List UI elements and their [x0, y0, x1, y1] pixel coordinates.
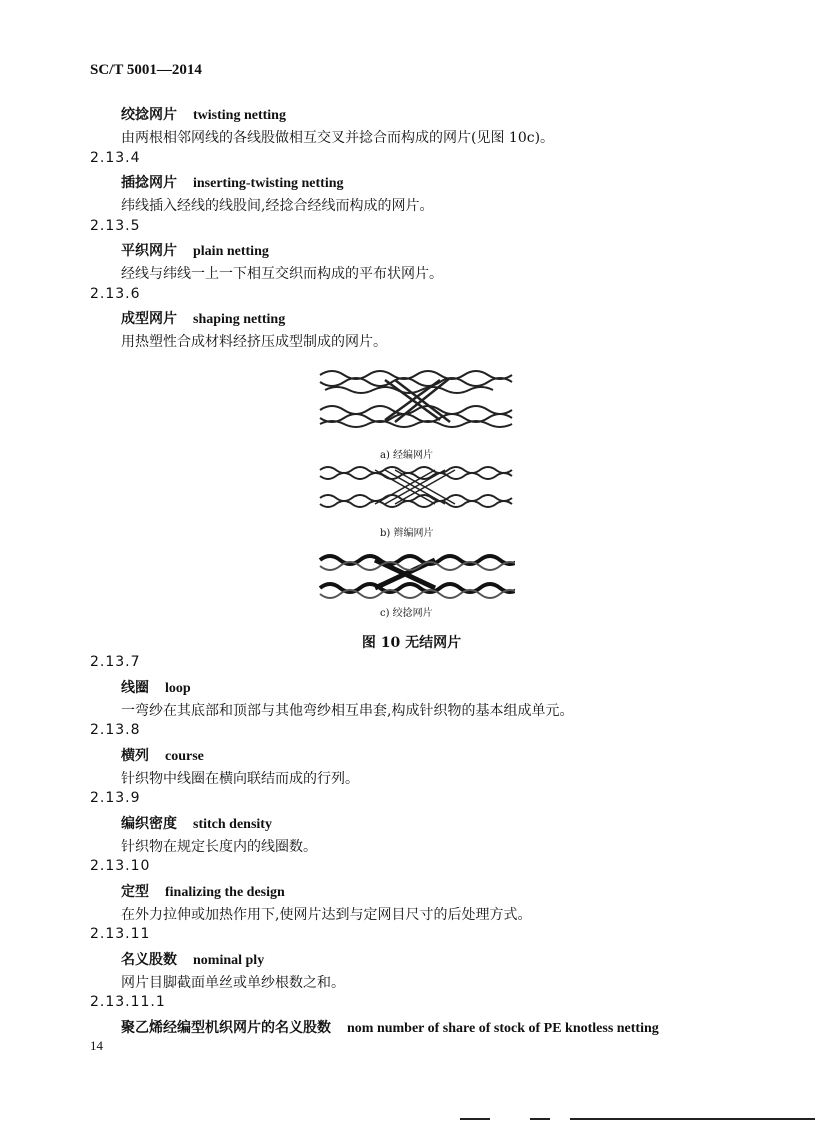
term-heading: [121, 172, 344, 192]
term-definition: 用热塑性合成材料经挤压成型制成的网片。: [121, 334, 387, 350]
term-zh: 编织密度: [121, 816, 177, 832]
term-heading: [121, 745, 204, 765]
term-definition: 针织物中线圈在横向联结而成的行列。: [121, 771, 359, 787]
term-heading: [121, 1017, 659, 1037]
term-heading: [121, 104, 286, 124]
page-number: 14: [90, 1038, 103, 1053]
figure-caption: 图 10 无结网片: [361, 635, 462, 651]
term-en: loop: [165, 681, 191, 696]
term-heading: [121, 677, 191, 697]
clause-number: 2.13.11.1: [90, 994, 166, 1010]
standard-id: SC/T 5001—2014: [90, 62, 202, 78]
term-definition: 网片目脚截面单丝或单纱根数之和。: [121, 975, 345, 991]
term-zh: 成型网片: [121, 311, 177, 327]
clause-number: 2.13.6: [90, 286, 141, 302]
clause-number: 2.13.9: [90, 790, 141, 806]
term-heading: [121, 308, 285, 328]
netting-figure: [315, 360, 515, 620]
clause-number: 2.13.5: [90, 218, 141, 234]
term-en: finalizing the design: [165, 885, 285, 900]
term-en: nom number of share of stock of PE knotless netting: [347, 1021, 659, 1036]
term-definition: 由两根相邻网线的各线股做相互交叉并捻合而构成的网片(见图 10c)。: [121, 130, 555, 146]
term-zh: 横列: [121, 748, 149, 764]
clause-number: 2.13.7: [90, 654, 141, 670]
term-zh: 线圈: [121, 680, 149, 696]
term-zh: 聚乙烯经编型机织网片的名义股数: [121, 1020, 331, 1036]
term-en: plain netting: [193, 244, 269, 259]
scan-artifact: [530, 1118, 550, 1120]
term-zh: 定型: [121, 884, 149, 900]
term-zh: 绞捻网片: [121, 107, 177, 123]
term-en: course: [165, 749, 204, 764]
term-zh: 插捻网片: [121, 175, 177, 191]
term-definition: 一弯纱在其底部和顶部与其他弯纱相互串套,构成针织物的基本组成单元。: [121, 703, 574, 719]
term-definition: 纬线插入经线的线股间,经捻合经线而构成的网片。: [121, 198, 434, 214]
term-definition: 经线与纬线一上一下相互交织而构成的平布状网片。: [121, 266, 443, 282]
term-zh: 平织网片: [121, 243, 177, 259]
term-heading: [121, 813, 272, 833]
figure-panel-label: b) 辫编网片: [380, 528, 434, 539]
term-heading: [121, 881, 285, 901]
term-en: inserting-twisting netting: [193, 176, 344, 191]
clause-number: 2.13.11: [90, 926, 151, 942]
term-en: nominal ply: [193, 953, 265, 968]
term-en: shaping netting: [193, 312, 286, 327]
term-zh: 名义股数: [121, 952, 177, 968]
clause-number: 2.13.4: [90, 150, 141, 166]
term-definition: 在外力拉伸或加热作用下,使网片达到与定网目尺寸的后处理方式。: [121, 907, 532, 923]
clause-number: 2.13.10: [90, 858, 151, 874]
clause-number: 2.13.8: [90, 722, 141, 738]
term-heading: [121, 240, 269, 260]
twisted-netting-illustration: [315, 360, 515, 620]
term-en: twisting netting: [193, 108, 286, 123]
figure-panel-label: c) 绞捻网片: [380, 608, 433, 619]
figure-panel-label: a) 经编网片: [380, 450, 434, 461]
term-definition: 针织物在规定长度内的线圈数。: [121, 839, 317, 855]
term-heading: [121, 949, 264, 969]
term-en: stitch density: [193, 817, 272, 832]
scan-artifact: [460, 1118, 490, 1120]
scan-artifact: [570, 1118, 815, 1120]
